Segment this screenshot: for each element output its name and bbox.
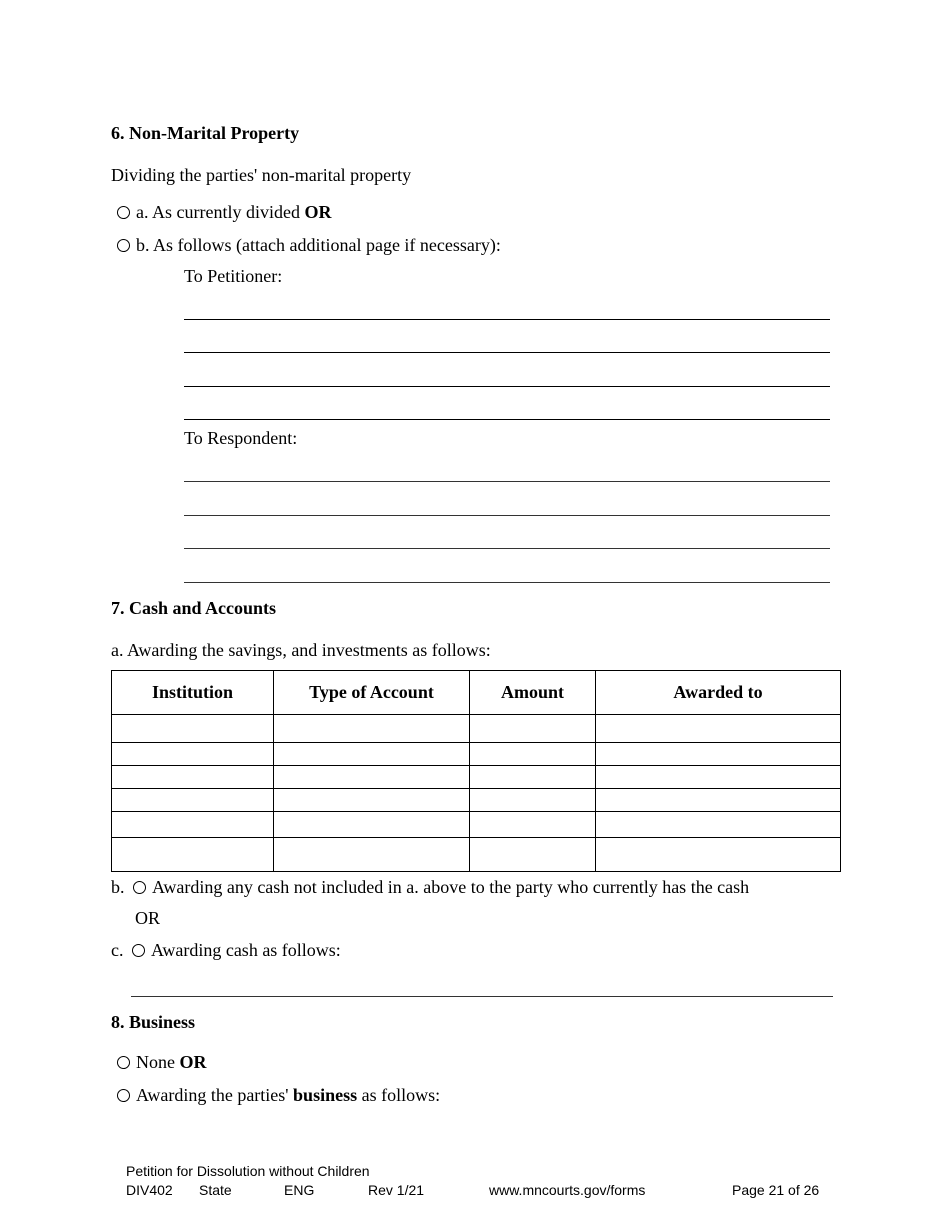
table-cell[interactable] [274,812,470,838]
petitioner-line-1[interactable] [184,319,830,320]
footer-title: Petition for Dissolution without Children [126,1163,370,1179]
footer-jurisdiction: State [199,1182,232,1198]
section-7-heading: 7. Cash and Accounts [111,598,277,618]
option-6b-label: b. As follows (attach additional page if necessary): [136,235,501,255]
table-cell[interactable] [274,838,470,872]
table-cell[interactable] [112,789,274,812]
table-cell[interactable] [274,766,470,789]
option-7c-label: Awarding cash as follows: [151,940,341,960]
footer-language: ENG [284,1182,315,1198]
option-7c-label-letter: c. [111,940,124,960]
table-row [112,812,841,838]
table-cell[interactable] [112,838,274,872]
table-cell[interactable] [112,766,274,789]
option-7c[interactable] [111,940,341,961]
petitioner-line-4[interactable] [184,419,830,420]
section-7-intro: a. Awarding the savings, and investments as follows: [111,640,491,660]
section-7-or: OR [135,908,161,928]
table-cell[interactable] [470,812,596,838]
table-row [112,766,841,789]
to-respondent-label: To Respondent: [184,428,298,448]
radio-icon[interactable] [117,239,130,252]
radio-icon[interactable] [117,206,130,219]
option-7b-label-letter: b. [111,877,125,897]
option-8-none[interactable] [117,1052,207,1073]
table-header-row [112,671,841,715]
petitioner-line-3[interactable] [184,386,830,387]
table-cell[interactable] [596,743,841,766]
table-cell[interactable] [596,715,841,743]
table-cell[interactable] [112,715,274,743]
table-cell[interactable] [274,743,470,766]
table-cell[interactable] [596,812,841,838]
option-6a-or: OR [304,202,332,222]
footer-form-number: DIV402 [126,1182,173,1198]
footer-page-number: Page 21 of 26 [732,1182,820,1198]
table-row [112,789,841,812]
table-cell[interactable] [470,789,596,812]
table-row [112,743,841,766]
to-petitioner-label: To Petitioner: [184,266,283,286]
option-7b[interactable] [111,877,749,898]
table-cell[interactable] [596,766,841,789]
table-cell[interactable] [470,766,596,789]
table-cell[interactable] [470,838,596,872]
table-cell[interactable] [274,789,470,812]
section-6-intro: Dividing the parties' non-marital property [111,165,412,185]
footer-url[interactable]: www.mncourts.gov/forms [489,1182,646,1198]
option-8-awarding-post: as follows: [357,1085,441,1105]
table-cell[interactable] [112,812,274,838]
option-8-awarding-bold: business [293,1085,358,1105]
table-cell[interactable] [596,838,841,872]
header-type-of-account: Type of Account [274,671,470,715]
radio-icon[interactable] [132,944,145,957]
header-amount: Amount [470,671,596,715]
radio-icon[interactable] [117,1056,130,1069]
radio-icon[interactable] [133,881,146,894]
option-8-none-label: None [136,1052,180,1072]
footer-revision: Rev 1/21 [368,1182,425,1198]
petitioner-line-2[interactable] [184,352,830,353]
section-6-heading: 6. Non-Marital Property [111,123,300,143]
header-institution: Institution [112,671,274,715]
table-row [112,838,841,872]
table-row [112,715,841,743]
header-awarded-to: Awarded to [596,671,841,715]
cash-line[interactable] [131,996,833,997]
table-cell[interactable] [470,715,596,743]
table-cell[interactable] [596,789,841,812]
table-cell[interactable] [470,743,596,766]
option-8-none-or: OR [179,1052,207,1072]
respondent-line-2[interactable] [184,515,830,516]
option-8-awarding-pre: Awarding the parties' [136,1085,294,1105]
section-8-heading: 8. Business [111,1012,196,1032]
option-6a-label: a. As currently divided [136,202,305,222]
option-8-awarding[interactable] [117,1085,440,1106]
respondent-line-3[interactable] [184,548,830,549]
option-6a[interactable] [117,202,331,223]
option-7b-label: Awarding any cash not included in a. above to the party who currently has the cash [152,877,750,897]
radio-icon[interactable] [117,1089,130,1102]
table-cell[interactable] [274,715,470,743]
table-cell[interactable] [112,743,274,766]
accounts-table [111,670,841,872]
option-6b[interactable] [117,235,501,256]
respondent-line-1[interactable] [184,481,830,482]
respondent-line-4[interactable] [184,582,830,583]
